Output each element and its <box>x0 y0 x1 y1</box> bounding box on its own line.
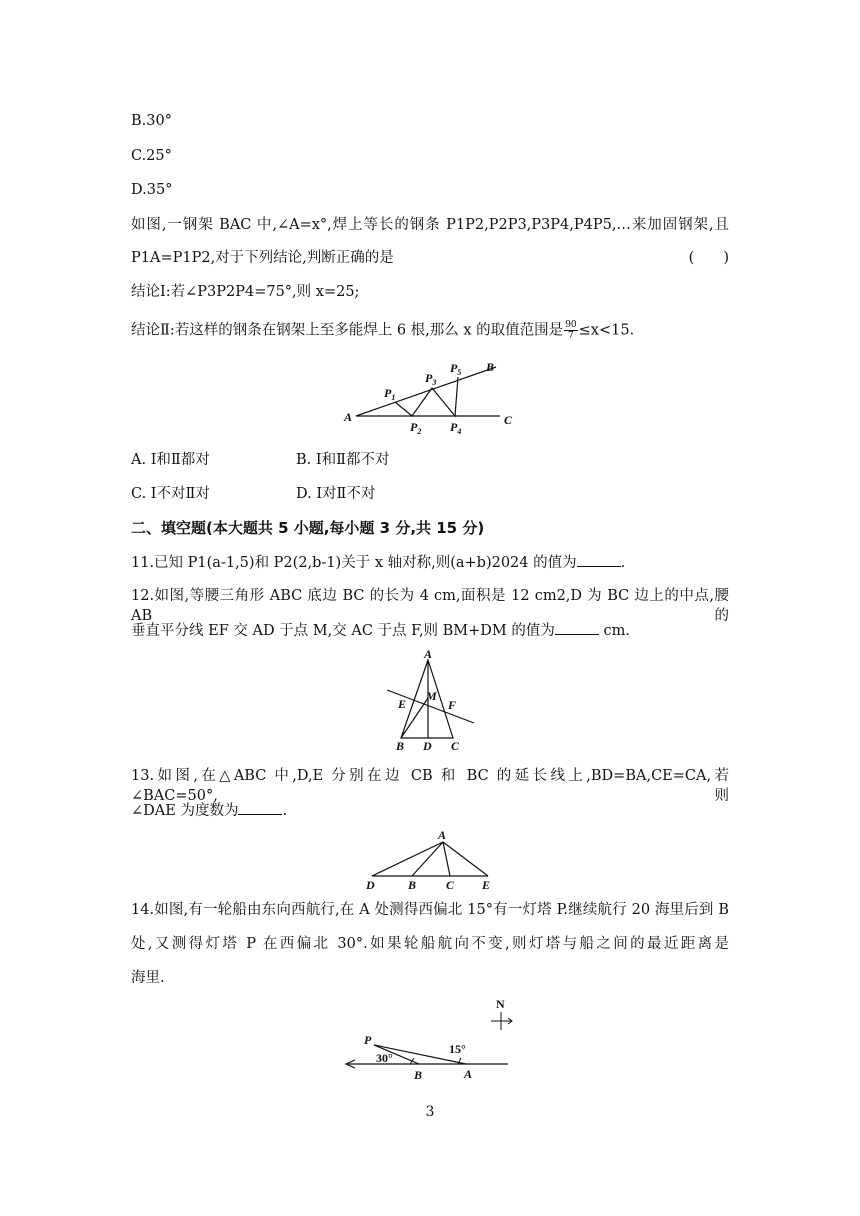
q10-option-c: C. Ⅰ不对Ⅱ对 <box>131 486 210 502</box>
q12-isosceles-triangle-figure <box>380 646 480 752</box>
q14-line2: 处,又测得灯塔 P 在西偏北 30°.如果轮船航向不变,则灯塔与船之间的最近距离是 <box>131 936 729 952</box>
q11 <box>131 552 625 573</box>
label-B: B <box>414 1068 423 1082</box>
label-B: B <box>408 878 417 892</box>
q10-stem-line2: P1A=P1P2,对于下列结论,判断正确的是 <box>131 250 394 266</box>
q10-stem-line1: 如图,一钢架 BAC 中,∠A=x°,焊上等长的钢条 P1P2,P2P3,P3P4,P4P5,…来加固钢架,且 <box>131 217 729 233</box>
q10-conclusion-2 <box>131 320 634 341</box>
q11-text: 11.已知 P1(a-1,5)和 P2(2,b-1)关于 x 轴对称,则(a+b)2024 的值为 <box>131 555 577 571</box>
q11-period: . <box>620 555 626 571</box>
page-number: 3 <box>425 1104 435 1120</box>
label-C: C <box>451 739 460 752</box>
label-A: A <box>424 647 433 661</box>
q9-option-d: D.35° <box>131 182 173 198</box>
label-M: M <box>426 689 437 703</box>
q13-line2-text: ∠DAE 为度数为 <box>131 803 239 819</box>
label-E: E <box>398 697 407 711</box>
q10-option-b: B. Ⅰ和Ⅱ都不对 <box>296 452 390 468</box>
segment-AB <box>412 842 443 876</box>
q12-line1: 12.如图,等腰三角形 ABC 底边 BC 的长为 4 cm,面积是 12 cm2,D 为 BC 边上的中点,腰 AB 的 <box>131 588 729 624</box>
q10-stem-line2-row <box>131 248 729 268</box>
q12-unit: cm. <box>598 623 630 639</box>
label-A: A <box>344 410 353 424</box>
q10-conclusion-1: 结论Ⅰ:若∠P3P2P4=75°,则 x=25; <box>131 284 360 300</box>
label-angle-15: 15° <box>449 1042 466 1056</box>
q10-option-a: A. Ⅰ和Ⅱ都对 <box>131 452 210 468</box>
label-B: B <box>396 739 405 752</box>
q13-line2 <box>131 800 287 821</box>
q14-line3: 海里. <box>131 970 165 986</box>
q13-answer-blank[interactable] <box>238 800 282 815</box>
label-C: C <box>446 878 455 892</box>
q10-answer-bracket: ( ) <box>688 250 729 266</box>
fraction-90-7 <box>564 320 577 341</box>
label-D: D <box>366 878 375 892</box>
section-2-heading: 二、填空题(本大题共 5 小题,每小题 3 分,共 15 分) <box>131 519 485 537</box>
label-P4: $P_4$ <box>450 420 462 436</box>
q10-conclusion-2-text: 结论Ⅱ:若这样的钢条在钢架上至多能焊上 6 根,那么 x 的取值范围是 <box>131 322 564 339</box>
label-P3: $P_3$ <box>425 371 437 387</box>
fraction-denominator: 7 <box>568 331 574 341</box>
label-B: B <box>486 360 495 374</box>
q10-steel-frame-figure <box>330 350 530 440</box>
fraction-numerator: 90 <box>565 320 577 330</box>
q12-answer-blank[interactable] <box>555 620 599 635</box>
segment-AE <box>443 842 488 876</box>
q13-line1: 13.如图,在△ABC 中,D,E 分别在边 CB 和 BC 的延长线上,BD=BA,CE=CA,若∠BAC=50°,则 <box>131 768 729 804</box>
q13-period: . <box>282 803 288 819</box>
q12-line2-text: 垂直平分线 EF 交 AD 于点 M,交 AC 于点 F,则 BM+DM 的值为 <box>131 623 555 639</box>
q9-option-b: B.30° <box>131 113 172 129</box>
q11-answer-blank[interactable] <box>577 552 621 567</box>
label-A: A <box>438 828 447 842</box>
label-E: E <box>482 878 491 892</box>
q10-option-d: D. Ⅰ对Ⅱ不对 <box>296 486 376 502</box>
q10-conclusion-2-range: ≤x<15. <box>578 322 635 339</box>
segment-AD <box>372 842 443 876</box>
label-C: C <box>504 413 513 427</box>
q9-option-c: C.25° <box>131 148 172 164</box>
label-F: F <box>448 698 457 712</box>
label-P: P <box>364 1033 372 1047</box>
label-angle-30: 30° <box>376 1051 393 1065</box>
q13-triangle-figure <box>360 826 500 892</box>
label-D: D <box>423 739 432 752</box>
label-P1: $P_1$ <box>384 386 396 402</box>
label-A: A <box>464 1067 473 1081</box>
label-P5: $P_5$ <box>450 361 462 377</box>
q12-line2 <box>131 620 630 641</box>
q14-line1: 14.如图,有一轮船由东向西航行,在 A 处测得西偏北 15°有一灯塔 P.继续航行 20 海里后到 B <box>131 902 729 918</box>
q14-navigation-figure <box>340 992 520 1082</box>
label-N: N <box>496 997 505 1011</box>
label-P2: $P_2$ <box>410 420 422 436</box>
